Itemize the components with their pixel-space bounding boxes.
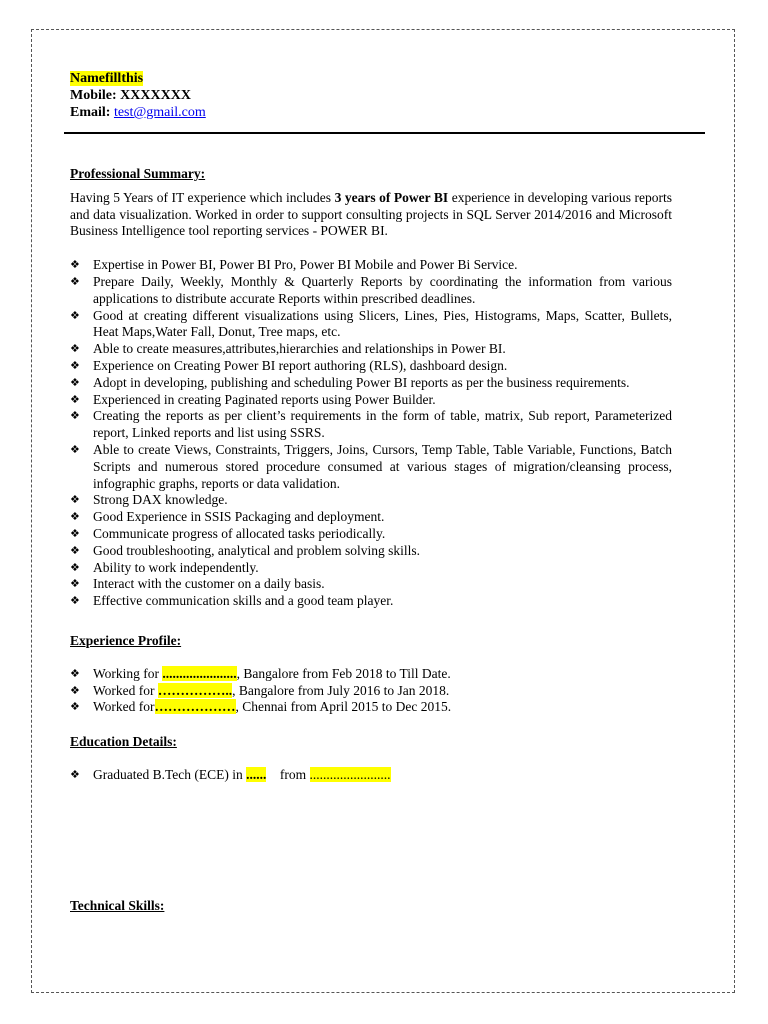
diamond-bullet-icon: ❖	[70, 375, 80, 389]
diamond-bullet-icon: ❖	[70, 767, 80, 781]
list-item: ❖ Experience on Creating Power BI report authoring (RLS), dashboard design.	[70, 357, 508, 373]
summary-bullets	[70, 257, 672, 610]
email-line	[70, 104, 672, 121]
list-item: ❖ Worked for …………….., Bangalore from July 2016 to Jan 2018.	[70, 682, 450, 698]
mobile-line	[70, 87, 672, 104]
list-item: ❖ Able to create measures,attributes,hierarchies and relationships in Power BI.	[70, 341, 506, 357]
list-item: ❖ Good at creating different visualizations using Slicers, Lines, Pies, Histograms, Maps, Scatter, Bullets, Heat Maps,Water Fall, Donut, Tree maps, etc.	[70, 307, 672, 340]
list-item: ❖ Communicate progress of allocated tasks periodically.	[70, 525, 386, 541]
mobile-value: XXXXXXX	[120, 88, 191, 103]
list-item: ❖ Good Experience in SSIS Packaging and deployment.	[70, 509, 385, 525]
diamond-bullet-icon: ❖	[70, 493, 80, 507]
mobile-label: Mobile:	[70, 88, 117, 103]
email-link[interactable]: test@gmail.com	[113, 105, 206, 120]
candidate-name: Namefillthis	[70, 71, 144, 86]
diamond-bullet-icon: ❖	[70, 442, 80, 456]
header-divider	[64, 132, 705, 134]
list-item: ❖ Strong DAX knowledge.	[70, 492, 228, 508]
education-list	[70, 767, 672, 784]
diamond-bullet-icon: ❖	[70, 392, 80, 406]
list-item: ❖ Effective communication skills and a good team player.	[70, 593, 394, 609]
list-item: ❖ Experienced in creating Paginated reports using Power Builder.	[70, 391, 436, 407]
email-label: Email:	[70, 105, 111, 120]
list-item: ❖ Ability to work independently.	[70, 559, 259, 575]
list-item: ❖ Working for ......................, Bangalore from Feb 2018 to Till Date.	[70, 665, 451, 681]
education-title: Education Details:	[70, 734, 177, 750]
diamond-bullet-icon: ❖	[70, 308, 80, 322]
list-item: ❖ Expertise in Power BI, Power BI Pro, Power BI Mobile and Power Bi Service.	[70, 257, 518, 273]
technical-skills-title: Technical Skills:	[70, 897, 165, 913]
diamond-bullet-icon: ❖	[70, 526, 80, 540]
list-item: ❖ Creating the reports as per client’s requirements in the form of table, matrix, Sub report, Parameterized report, Linked reports and list using SSRS.	[70, 408, 672, 441]
list-item: ❖ Graduated B.Tech (ECE) in ...... from ........................	[70, 766, 391, 782]
diamond-bullet-icon: ❖	[70, 577, 80, 591]
diamond-bullet-icon: ❖	[70, 560, 80, 574]
experience-list	[70, 666, 672, 716]
list-item: ❖ Interact with the customer on a daily basis.	[70, 576, 325, 592]
list-item: ❖ Worked for………………, Chennai from April 2015 to Dec 2015.	[70, 699, 452, 715]
diamond-bullet-icon: ❖	[70, 342, 80, 356]
resume-content	[70, 70, 672, 915]
diamond-bullet-icon: ❖	[70, 543, 80, 557]
list-item: ❖ Prepare Daily, Weekly, Monthly & Quarterly Reports by coordinating the information from various applications to distribute accurate Reports within prescribed deadlines.	[70, 273, 672, 306]
summary-title: Professional Summary:	[70, 166, 206, 181]
summary-paragraph: Having 5 Years of IT experience which includes 3 years of Power BI experience in developing various reports and data visualization. Worked in order to support consulting projects in SQL Server 2014/2016 and Microsoft Business Intelligence tool reporting services - POWER BI.	[70, 189, 672, 239]
diamond-bullet-icon: ❖	[70, 258, 80, 272]
list-item: ❖ Adopt in developing, publishing and scheduling Power BI reports as per the business requirements.	[70, 374, 630, 390]
diamond-bullet-icon: ❖	[70, 409, 80, 423]
list-item: ❖ Able to create Views, Constraints, Triggers, Joins, Cursors, Temp Table, Table Variable, Functions, Batch Scripts and numerous stored procedure consumed at various stages of migration/cleansing process, infographic graphs, reports or data validation.	[70, 441, 672, 491]
diamond-bullet-icon: ❖	[70, 700, 80, 714]
list-item: ❖ Good troubleshooting, analytical and problem solving skills.	[70, 542, 420, 558]
diamond-bullet-icon: ❖	[70, 358, 80, 372]
diamond-bullet-icon: ❖	[70, 594, 80, 608]
diamond-bullet-icon: ❖	[70, 274, 80, 288]
diamond-bullet-icon: ❖	[70, 510, 80, 524]
experience-title: Experience Profile:	[70, 632, 182, 648]
diamond-bullet-icon: ❖	[70, 683, 80, 697]
diamond-bullet-icon: ❖	[70, 666, 80, 680]
